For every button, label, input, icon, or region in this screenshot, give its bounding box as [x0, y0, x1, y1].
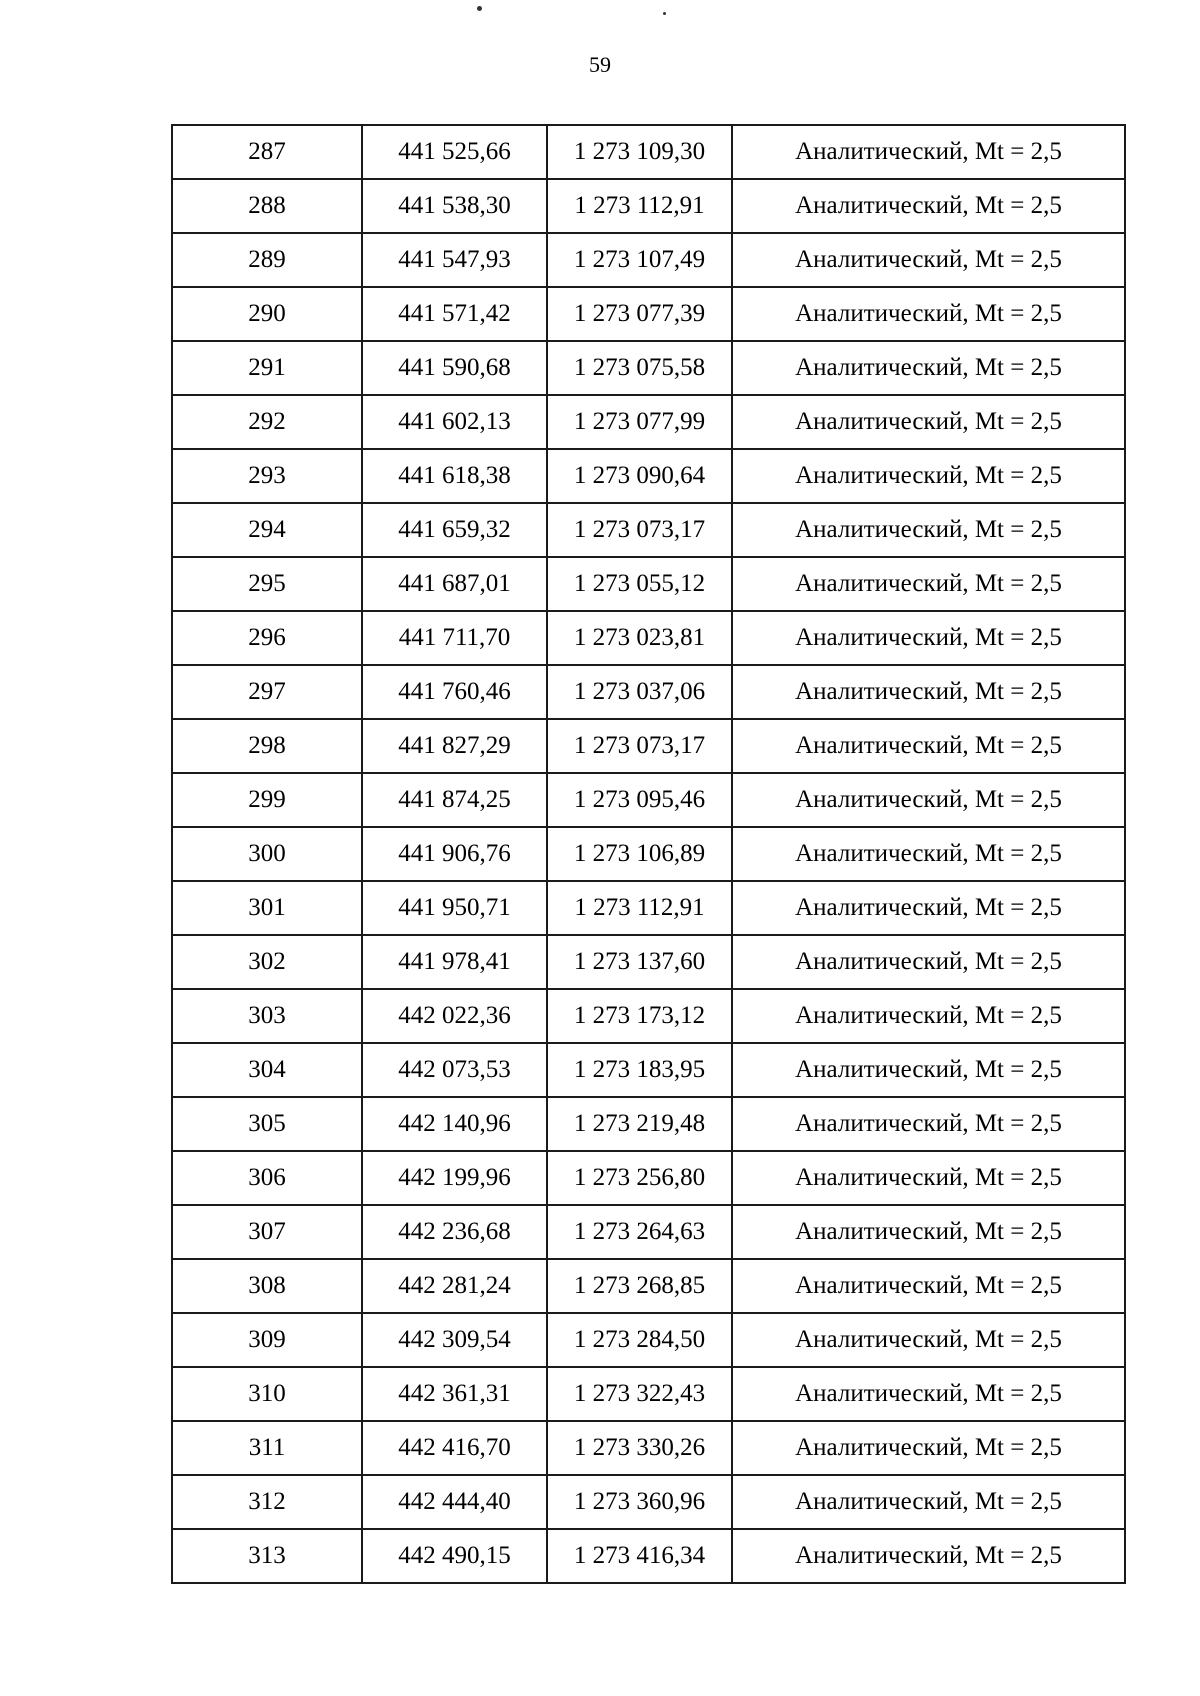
method-cell: Аналитический, Mt = 2,5	[732, 287, 1125, 341]
point-number-cell: 299	[172, 773, 362, 827]
y-coordinate-cell: 1 273 077,99	[547, 395, 732, 449]
method-cell: Аналитический, Mt = 2,5	[732, 827, 1125, 881]
table-row	[172, 989, 1125, 1043]
method-cell: Аналитический, Mt = 2,5	[732, 1151, 1125, 1205]
table-row	[172, 1313, 1125, 1367]
table-row	[172, 1367, 1125, 1421]
method-cell: Аналитический, Mt = 2,5	[732, 935, 1125, 989]
point-number-cell: 304	[172, 1043, 362, 1097]
method-cell: Аналитический, Mt = 2,5	[732, 1259, 1125, 1313]
table-row	[172, 557, 1125, 611]
scan-speck	[663, 12, 666, 15]
y-coordinate-cell: 1 273 107,49	[547, 233, 732, 287]
table-row	[172, 287, 1125, 341]
y-coordinate-cell: 1 273 137,60	[547, 935, 732, 989]
table-row	[172, 935, 1125, 989]
x-coordinate-cell: 442 199,96	[362, 1151, 547, 1205]
point-number-cell: 288	[172, 179, 362, 233]
y-coordinate-cell: 1 273 109,30	[547, 125, 732, 179]
y-coordinate-cell: 1 273 075,58	[547, 341, 732, 395]
point-number-cell: 303	[172, 989, 362, 1043]
method-cell: Аналитический, Mt = 2,5	[732, 503, 1125, 557]
y-coordinate-cell: 1 273 416,34	[547, 1529, 732, 1583]
x-coordinate-cell: 442 236,68	[362, 1205, 547, 1259]
x-coordinate-cell: 441 827,29	[362, 719, 547, 773]
method-cell: Аналитический, Mt = 2,5	[732, 1313, 1125, 1367]
x-coordinate-cell: 441 618,38	[362, 449, 547, 503]
point-number-cell: 291	[172, 341, 362, 395]
y-coordinate-cell: 1 273 023,81	[547, 611, 732, 665]
method-cell: Аналитический, Mt = 2,5	[732, 1475, 1125, 1529]
table-body	[172, 125, 1125, 1583]
point-number-cell: 307	[172, 1205, 362, 1259]
scan-speck	[477, 6, 482, 11]
x-coordinate-cell: 442 073,53	[362, 1043, 547, 1097]
method-cell: Аналитический, Mt = 2,5	[732, 881, 1125, 935]
table-row	[172, 1151, 1125, 1205]
x-coordinate-cell: 441 711,70	[362, 611, 547, 665]
x-coordinate-cell: 442 281,24	[362, 1259, 547, 1313]
method-cell: Аналитический, Mt = 2,5	[732, 665, 1125, 719]
method-cell: Аналитический, Mt = 2,5	[732, 341, 1125, 395]
point-number-cell: 297	[172, 665, 362, 719]
y-coordinate-cell: 1 273 256,80	[547, 1151, 732, 1205]
point-number-cell: 298	[172, 719, 362, 773]
x-coordinate-cell: 441 525,66	[362, 125, 547, 179]
y-coordinate-cell: 1 273 077,39	[547, 287, 732, 341]
method-cell: Аналитический, Mt = 2,5	[732, 395, 1125, 449]
table-row	[172, 1097, 1125, 1151]
point-number-cell: 308	[172, 1259, 362, 1313]
method-cell: Аналитический, Mt = 2,5	[732, 125, 1125, 179]
x-coordinate-cell: 441 538,30	[362, 179, 547, 233]
table-row	[172, 1421, 1125, 1475]
x-coordinate-cell: 442 444,40	[362, 1475, 547, 1529]
method-cell: Аналитический, Mt = 2,5	[732, 1529, 1125, 1583]
x-coordinate-cell: 442 490,15	[362, 1529, 547, 1583]
y-coordinate-cell: 1 273 112,91	[547, 179, 732, 233]
point-number-cell: 301	[172, 881, 362, 935]
point-number-cell: 312	[172, 1475, 362, 1529]
page-number: 59	[589, 52, 611, 77]
point-number-cell: 309	[172, 1313, 362, 1367]
y-coordinate-cell: 1 273 183,95	[547, 1043, 732, 1097]
coordinates-table	[171, 124, 1126, 1584]
y-coordinate-cell: 1 273 264,63	[547, 1205, 732, 1259]
table-row	[172, 827, 1125, 881]
method-cell: Аналитический, Mt = 2,5	[732, 1097, 1125, 1151]
table-row	[172, 341, 1125, 395]
point-number-cell: 305	[172, 1097, 362, 1151]
point-number-cell: 287	[172, 125, 362, 179]
table-row	[172, 881, 1125, 935]
x-coordinate-cell: 442 022,36	[362, 989, 547, 1043]
x-coordinate-cell: 442 140,96	[362, 1097, 547, 1151]
table-row	[172, 1205, 1125, 1259]
method-cell: Аналитический, Mt = 2,5	[732, 773, 1125, 827]
point-number-cell: 294	[172, 503, 362, 557]
y-coordinate-cell: 1 273 055,12	[547, 557, 732, 611]
x-coordinate-cell: 441 760,46	[362, 665, 547, 719]
point-number-cell: 306	[172, 1151, 362, 1205]
table-row	[172, 395, 1125, 449]
y-coordinate-cell: 1 273 073,17	[547, 503, 732, 557]
point-number-cell: 313	[172, 1529, 362, 1583]
table-row	[172, 179, 1125, 233]
y-coordinate-cell: 1 273 073,17	[547, 719, 732, 773]
point-number-cell: 290	[172, 287, 362, 341]
table-row	[172, 1043, 1125, 1097]
x-coordinate-cell: 441 874,25	[362, 773, 547, 827]
method-cell: Аналитический, Mt = 2,5	[732, 989, 1125, 1043]
y-coordinate-cell: 1 273 090,64	[547, 449, 732, 503]
table-row	[172, 611, 1125, 665]
table-row	[172, 719, 1125, 773]
table-row	[172, 233, 1125, 287]
point-number-cell: 300	[172, 827, 362, 881]
x-coordinate-cell: 441 906,76	[362, 827, 547, 881]
method-cell: Аналитический, Mt = 2,5	[732, 1421, 1125, 1475]
method-cell: Аналитический, Mt = 2,5	[732, 1043, 1125, 1097]
point-number-cell: 296	[172, 611, 362, 665]
x-coordinate-cell: 441 950,71	[362, 881, 547, 935]
point-number-cell: 293	[172, 449, 362, 503]
x-coordinate-cell: 441 978,41	[362, 935, 547, 989]
table-row	[172, 773, 1125, 827]
y-coordinate-cell: 1 273 284,50	[547, 1313, 732, 1367]
table-row	[172, 1529, 1125, 1583]
point-number-cell: 289	[172, 233, 362, 287]
y-coordinate-cell: 1 273 360,96	[547, 1475, 732, 1529]
point-number-cell: 295	[172, 557, 362, 611]
y-coordinate-cell: 1 273 173,12	[547, 989, 732, 1043]
point-number-cell: 302	[172, 935, 362, 989]
y-coordinate-cell: 1 273 106,89	[547, 827, 732, 881]
method-cell: Аналитический, Mt = 2,5	[732, 179, 1125, 233]
table-row	[172, 449, 1125, 503]
table-row	[172, 665, 1125, 719]
table-row	[172, 125, 1125, 179]
method-cell: Аналитический, Mt = 2,5	[732, 557, 1125, 611]
x-coordinate-cell: 442 416,70	[362, 1421, 547, 1475]
y-coordinate-cell: 1 273 330,26	[547, 1421, 732, 1475]
table-row	[172, 1259, 1125, 1313]
y-coordinate-cell: 1 273 268,85	[547, 1259, 732, 1313]
method-cell: Аналитический, Mt = 2,5	[732, 1205, 1125, 1259]
y-coordinate-cell: 1 273 219,48	[547, 1097, 732, 1151]
y-coordinate-cell: 1 273 322,43	[547, 1367, 732, 1421]
x-coordinate-cell: 441 659,32	[362, 503, 547, 557]
point-number-cell: 292	[172, 395, 362, 449]
point-number-cell: 310	[172, 1367, 362, 1421]
method-cell: Аналитический, Mt = 2,5	[732, 1367, 1125, 1421]
x-coordinate-cell: 441 602,13	[362, 395, 547, 449]
method-cell: Аналитический, Mt = 2,5	[732, 233, 1125, 287]
y-coordinate-cell: 1 273 037,06	[547, 665, 732, 719]
method-cell: Аналитический, Mt = 2,5	[732, 611, 1125, 665]
x-coordinate-cell: 441 687,01	[362, 557, 547, 611]
point-number-cell: 311	[172, 1421, 362, 1475]
x-coordinate-cell: 442 361,31	[362, 1367, 547, 1421]
method-cell: Аналитический, Mt = 2,5	[732, 449, 1125, 503]
x-coordinate-cell: 442 309,54	[362, 1313, 547, 1367]
table-row	[172, 1475, 1125, 1529]
x-coordinate-cell: 441 571,42	[362, 287, 547, 341]
y-coordinate-cell: 1 273 112,91	[547, 881, 732, 935]
method-cell: Аналитический, Mt = 2,5	[732, 719, 1125, 773]
x-coordinate-cell: 441 590,68	[362, 341, 547, 395]
table-row	[172, 503, 1125, 557]
y-coordinate-cell: 1 273 095,46	[547, 773, 732, 827]
x-coordinate-cell: 441 547,93	[362, 233, 547, 287]
